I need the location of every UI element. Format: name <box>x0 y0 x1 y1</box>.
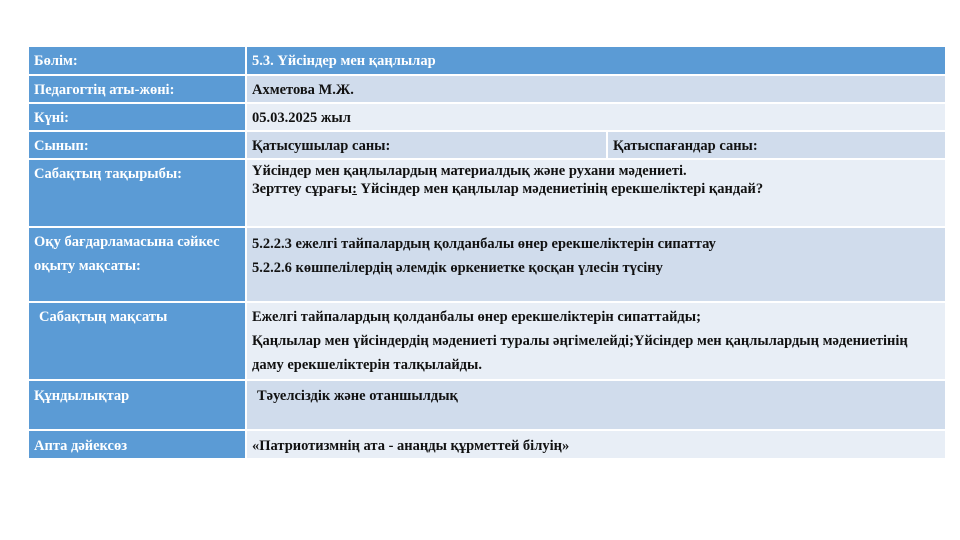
values-label: Құндылықтар <box>29 381 247 431</box>
learning-objectives-label: Оқу бағдарламасына сәйкес оқыту мақсаты: <box>29 228 247 303</box>
row-topic <box>29 160 947 228</box>
date-label: Күні: <box>29 104 247 132</box>
lesson-goal-line: Ежелгі тайпалардың қолданбалы өнер ерекшеліктерін сипаттайды; <box>252 309 701 325</box>
objective-item: 5.2.2.3 ежелгі тайпалардың қолданбалы өнер ерекшеліктерін сипаттау <box>252 236 716 252</box>
values-value: Тәуелсіздік және отаншылдық <box>247 381 947 431</box>
topic-title: Үйсіндер мен қаңлылардың материалдық және рухани мәдениеті. <box>252 163 687 179</box>
weekly-quote-value: «Патриотизмнің ата - анаңды құрметтей білуің» <box>247 431 947 460</box>
learning-objectives-value <box>247 228 947 303</box>
absent-count-label: Қатыспағандар саны: <box>608 132 947 160</box>
lesson-goals-label: Сабақтың мақсаты <box>29 303 247 381</box>
section-label: Бөлім: <box>29 47 247 76</box>
lesson-plan-table <box>29 47 947 460</box>
topic-label: Сабақтың тақырыбы: <box>29 160 247 228</box>
row-section <box>29 47 947 76</box>
row-weekly-quote <box>29 431 947 460</box>
teacher-label: Педагогтің аты-жөні: <box>29 76 247 104</box>
research-question <box>252 180 940 198</box>
date-value: 05.03.2025 жыл <box>247 104 947 132</box>
present-count-label: Қатысушылар саны: <box>247 132 608 160</box>
topic-value <box>247 160 947 228</box>
row-teacher <box>29 76 947 104</box>
weekly-quote-label: Апта дәйексөз <box>29 431 247 460</box>
teacher-value: Ахметова М.Ж. <box>247 76 947 104</box>
objective-item: 5.2.2.6 көшпелілердің әлемдік өркениетке қосқан үлесін түсіну <box>252 260 663 276</box>
row-values <box>29 381 947 431</box>
research-question-label: Зерттеу сұрағы <box>252 181 353 197</box>
research-question-text: Үйсіндер мен қаңлылар мәдениетінің ерекшеліктері қандай? <box>356 181 764 197</box>
lesson-goal-line: Қаңлылар мен үйсіндердің мәдениеті туралы әңгімелейді;Үйсіндер мен қаңлылардың мәдениетінің даму ерекшеліктерін талқылайды. <box>252 333 908 373</box>
row-class <box>29 132 947 160</box>
lesson-goals-value <box>247 303 947 381</box>
class-label: Сынып: <box>29 132 247 160</box>
section-value: 5.3. Үйсіндер мен қаңлылар <box>247 47 947 76</box>
row-learning-objectives <box>29 228 947 303</box>
research-question-colon: : <box>352 181 357 197</box>
row-date <box>29 104 947 132</box>
row-lesson-goals <box>29 303 947 381</box>
